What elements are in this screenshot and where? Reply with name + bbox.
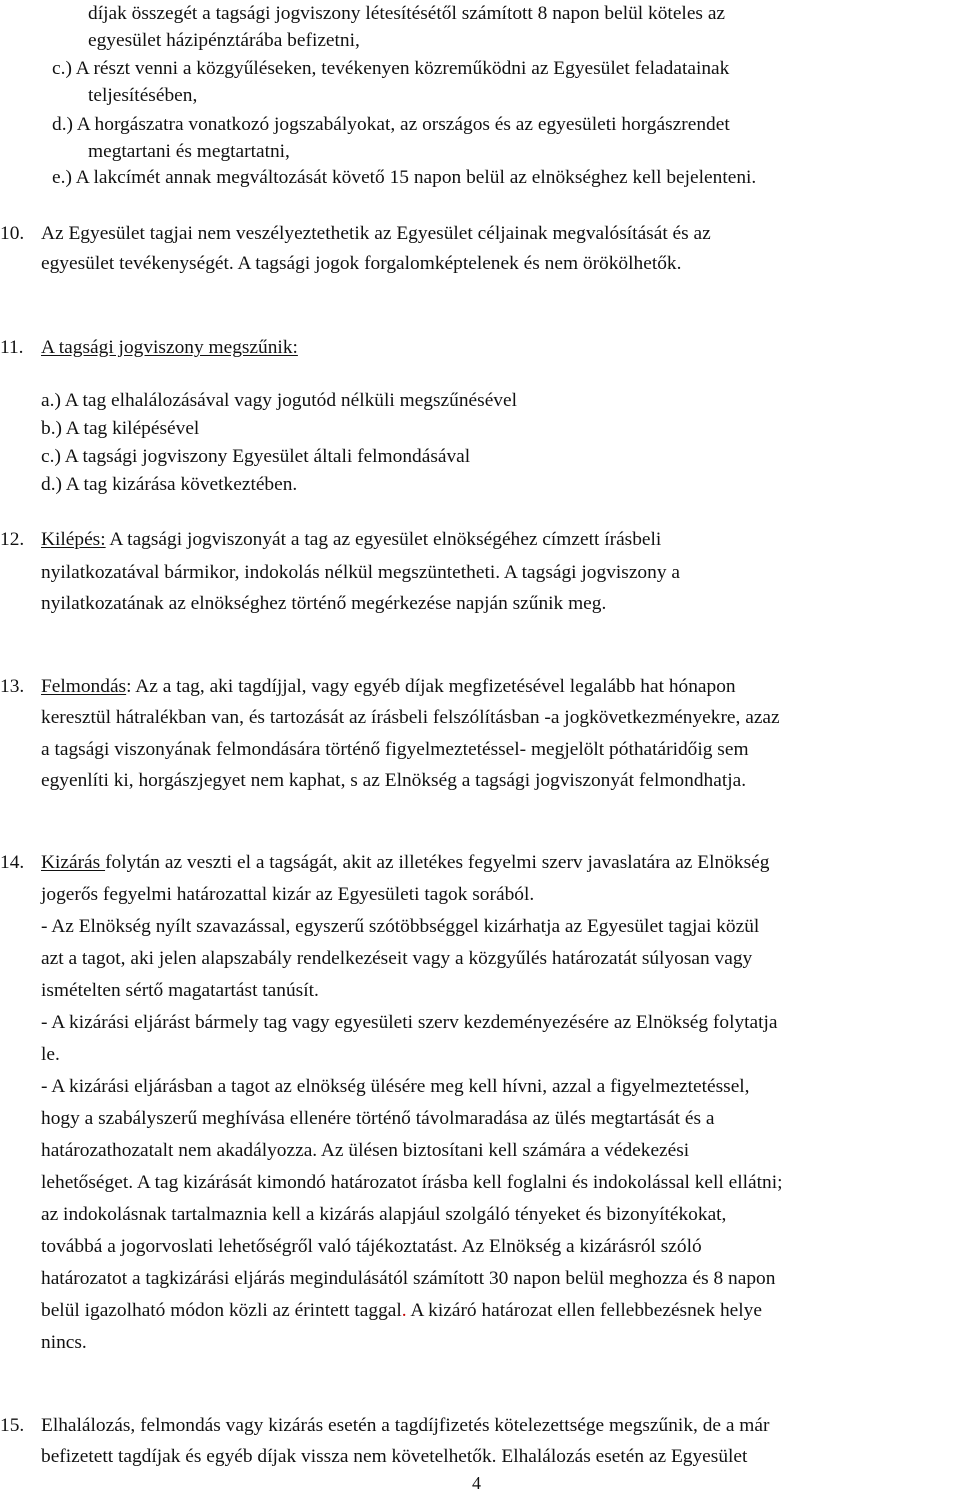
list-item: d.) A tag kizárása következtében. — [41, 474, 298, 495]
text-fragment: A tagsági jogviszonyát a tag az egyesület elnökségéhez címzett írásbeli — [105, 529, 662, 550]
text-line — [41, 677, 736, 696]
list-item-e: e.) A lakcímét annak megváltozását követő 15 napon belül az elnökséghez kell bejelenteni. — [52, 167, 757, 188]
term-felmondas: Felmondás — [41, 676, 127, 697]
text-line: - Az Elnökség nyílt szavazással, egyszerű szótöbbséggel kizárhatja az Egyesület tagjai közül — [41, 916, 760, 937]
text-line: Elhalálozás, felmondás vagy kizárás esetén a tagdíjfizetés kötelezettsége megszűnik, de a már — [41, 1415, 770, 1436]
term-kizaras: Kizárás — [41, 852, 106, 873]
section-number: 13. — [0, 676, 25, 697]
list-item-d: d.) A horgászatra vonatkozó jogszabályokat, az országos és az egyesületi horgászrendet — [52, 114, 730, 135]
section-number: 12. — [0, 529, 25, 550]
text-line: továbbá a jogorvoslati lehetőségről való tájékoztatást. Az Elnökség a kizárásról szóló — [41, 1236, 702, 1257]
list-item: a.) A tag elhalálozásával vagy jogutód nélküli megszűnésével — [41, 390, 517, 411]
text-fragment: A kizáró határozat ellen fellebbezésnek helye — [406, 1300, 762, 1321]
text-line: - A kizárási eljárásban a tagot az elnökség ülésére meg kell hívni, azzal a figyelmeztetéssel, — [41, 1076, 750, 1097]
text-line: egyenlíti ki, horgászjegyet nem kaphat, s az Elnökség a tagsági jogviszonyát felmondhatja. — [41, 770, 747, 791]
section-number: 10. — [0, 223, 25, 244]
text-fragment: belül igazolható módon közli az érintett taggal — [41, 1300, 402, 1321]
list-item-c: c.) A részt venni a közgyűléseken, tevékenyen közreműködni az Egyesület feladatainak — [52, 58, 730, 79]
list-item: c.) A tagsági jogviszony Egyesület általi felmondásával — [41, 446, 471, 467]
section-number: 11. — [0, 337, 24, 358]
text-line: nyilatkozatának az elnökséghez történő megérkezése napján szűnik meg. — [41, 593, 607, 614]
text-fragment: folytán az veszti el a tagságát, akit az illetékes fegyelmi szerv javaslatára az Elnökség — [105, 852, 770, 873]
term-kilepes: Kilépés: — [41, 529, 106, 550]
text-line: egyesület tevékenységét. A tagsági jogok forgalomképtelenek és nem örökölhetők. — [41, 253, 682, 274]
text-line: - A kizárási eljárást bármely tag vagy egyesületi szerv kezdeményezésére az Elnökség folytatja — [41, 1012, 778, 1033]
text-line: keresztül hátralékban van, és tartozását az írásbeli felszólításban -a jogkövetkezményekre, azaz — [41, 707, 780, 728]
text-line: határozathozatalt nem akadályozza. Az ülésen biztosítani kell számára a védekezési — [41, 1140, 690, 1161]
list-item: b.) A tag kilépésével — [41, 418, 200, 439]
text-line: a tagsági viszonyának felmondására történő figyelmeztetéssel- megjelölt póthatáridőig sem — [41, 739, 749, 760]
section-number: 14. — [0, 852, 25, 873]
text-line: megtartani és megtartatni, — [88, 141, 290, 162]
page-number: 4 — [472, 1473, 481, 1493]
text-line — [41, 853, 769, 872]
text-line: lehetőséget. A tag kizárását kimondó határozatot írásba kell foglalni és indokolással kell ellátni; — [41, 1172, 783, 1193]
text-line: ismételten sértő magatartást tanúsít. — [41, 980, 319, 1001]
text-line: Az Egyesület tagjai nem veszélyeztethetik az Egyesület céljainak megvalósítását és az — [41, 223, 711, 244]
text-fragment: : Az a tag, aki tagdíjjal, vagy egyéb díjak megfizetésével legalább hat hónapon — [126, 676, 736, 697]
text-line: határozatot a tagkizárási eljárás megindulásától számított 30 napon belül meghozza és 8 napon — [41, 1268, 776, 1289]
text-line: díjak összegét a tagsági jogviszony létesítésétől számított 8 napon belül köteles az — [88, 3, 726, 24]
text-line: jogerős fegyelmi határozattal kizár az Egyesületi tagok sorából. — [41, 884, 535, 905]
section-heading: A tagsági jogviszony megszűnik: — [41, 337, 298, 358]
text-line: teljesítésében, — [88, 85, 198, 106]
text-line: hogy a szabályszerű meghívása ellenére történő távolmaradása az ülés megtartását és a — [41, 1108, 715, 1129]
text-line: befizetett tagdíjak és egyéb díjak vissza nem követelhetők. Elhalálozás esetén az Egyesület — [41, 1446, 748, 1467]
text-line: az indokolásnak tartalmaznia kell a kizárás alapjául szolgáló tényeket és bizonyítékokat, — [41, 1204, 727, 1225]
text-line: nincs. — [41, 1332, 87, 1353]
text-line: egyesület házipénztárába befizetni, — [88, 30, 360, 51]
red-period: . — [401, 1300, 407, 1321]
text-line: azt a tagot, aki jelen alapszabály rendelkezéseit vagy a közgyűlés határozatát súlyosan vagy — [41, 948, 753, 969]
text-line — [41, 1301, 762, 1320]
text-line: le. — [41, 1044, 60, 1065]
section-number: 15. — [0, 1415, 25, 1436]
text-line: nyilatkozatával bármikor, indokolás nélkül megszüntetheti. A tagsági jogviszony a — [41, 562, 680, 583]
text-line — [41, 530, 661, 549]
